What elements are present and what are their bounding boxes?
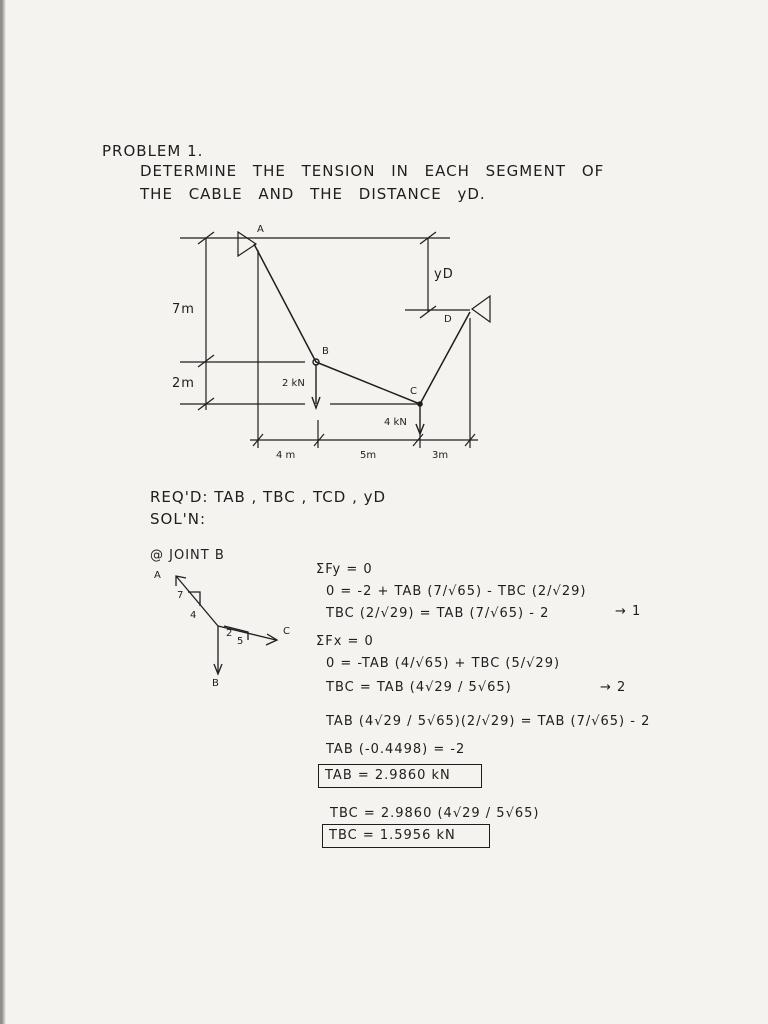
fbd-label-2: 2 [226, 628, 233, 639]
equation-fx-balance: 0 = -TAB (4/√65) + TBC (5/√29) [326, 656, 561, 671]
label-point-c: C [410, 386, 417, 397]
required-line: REQ'D: TAB , TBC , TCD , yD [150, 488, 387, 506]
equation-2: TBC = TAB (4√29 / 5√65) [326, 680, 512, 695]
fbd-label-7: 7 [177, 590, 184, 601]
problem-statement-line2: THE CABLE AND THE DISTANCE yD. [140, 185, 486, 203]
problem-statement-line1: DETERMINE THE TENSION IN EACH SEGMENT OF [140, 162, 605, 180]
equation-ref-1: → 1 [615, 604, 642, 619]
label-yd: yD [434, 267, 454, 282]
equation-tbc-value: TBC = 2.9860 (4√29 / 5√65) [330, 806, 540, 821]
label-point-d: D [444, 314, 452, 325]
equation-tab-coefficient: TAB (-0.4498) = -2 [326, 742, 466, 757]
equation-ref-2: → 2 [600, 680, 627, 695]
result-box-tbc [322, 824, 490, 848]
equation-sum-fy: ΣFy = 0 [316, 562, 373, 577]
label-point-a: A [257, 224, 264, 235]
label-width-4m: 4 m [276, 450, 296, 461]
result-box-tab [318, 764, 482, 788]
fbd-member-ab [176, 576, 218, 626]
result-tbc: TBC = 1.5956 kN [329, 828, 456, 843]
equation-sum-fx: ΣFx = 0 [316, 634, 374, 649]
fbd-label-4: 4 [190, 610, 197, 621]
fbd-slope-ab [188, 592, 200, 606]
solution-label: SOL'N: [150, 510, 207, 528]
label-height-7m: 7m [172, 302, 195, 317]
fbd-label-c: C [283, 626, 290, 637]
equation-1: TBC (2/√29) = TAB (7/√65) - 2 [326, 606, 550, 621]
label-point-b: B [322, 346, 329, 357]
label-width-5m: 5m [360, 450, 377, 461]
fbd-label-b: B [212, 678, 219, 689]
label-load-b: 2 kN [282, 378, 305, 389]
result-tab: TAB = 2.9860 kN [325, 768, 451, 783]
label-height-2m: 2m [172, 376, 195, 391]
label-load-c: 4 kN [384, 417, 407, 428]
fbd-label-5: 5 [237, 636, 244, 647]
label-width-3m: 3m [432, 450, 449, 461]
problem-title: PROBLEM 1. [102, 142, 204, 160]
equation-substitution: TAB (4√29 / 5√65)(2/√29) = TAB (7/√65) - 2 [326, 714, 651, 729]
equation-fy-balance: 0 = -2 + TAB (7/√65) - TBC (2/√29) [326, 584, 587, 599]
fbd-label-a: A [154, 570, 161, 581]
joint-b-heading: @ JOINT B [150, 548, 225, 563]
